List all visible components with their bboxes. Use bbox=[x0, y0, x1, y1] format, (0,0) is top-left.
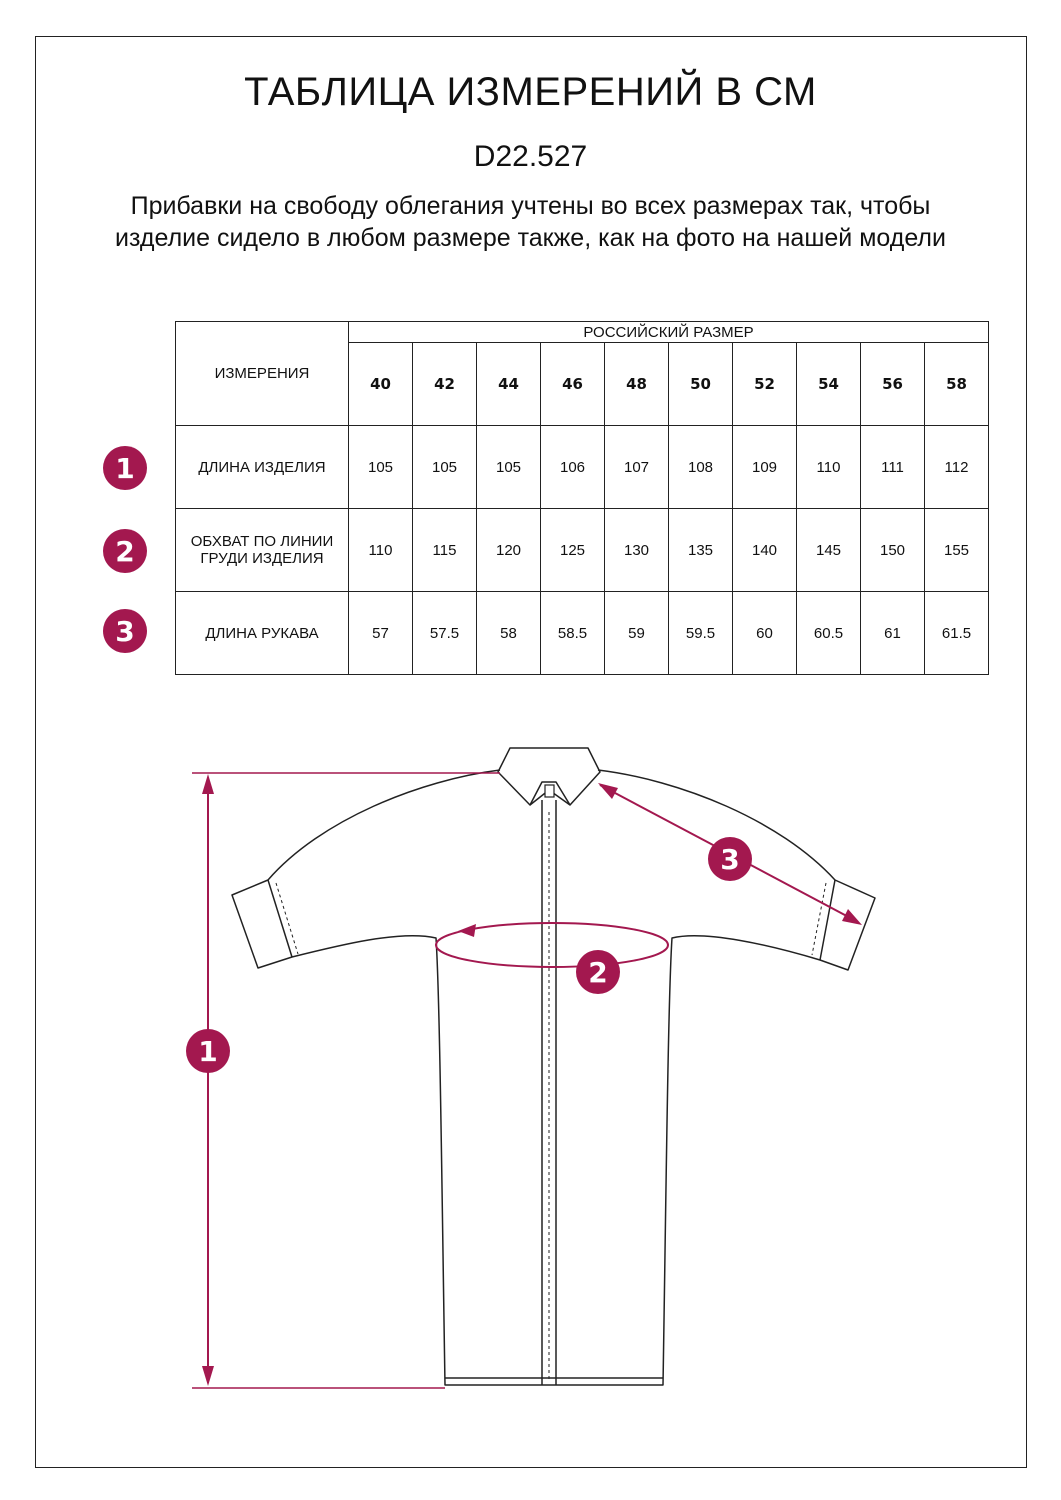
fit-note: Прибавки на свободу облегания учтены во всех размерах так, чтобы изделие сидело в любом размере также, как на фото на нашей модели bbox=[115, 192, 946, 252]
size-header: 58 bbox=[925, 343, 989, 426]
table-cell: 112 bbox=[925, 426, 989, 509]
table-cell: 61.5 bbox=[925, 592, 989, 675]
garment-outline bbox=[232, 770, 875, 1385]
table-cell: 110 bbox=[349, 509, 413, 592]
table-cell: 107 bbox=[605, 426, 669, 509]
table-cell: 109 bbox=[733, 426, 797, 509]
table-cell: 120 bbox=[477, 509, 541, 592]
button-icon bbox=[545, 785, 554, 797]
size-header: 52 bbox=[733, 343, 797, 426]
table-cell: 140 bbox=[733, 509, 797, 592]
table-cell: 60 bbox=[733, 592, 797, 675]
table-cell: 57 bbox=[349, 592, 413, 675]
size-group-header: РОССИЙСКИЙ РАЗМЕР bbox=[349, 322, 989, 343]
table-cell: 135 bbox=[669, 509, 733, 592]
size-header: 50 bbox=[669, 343, 733, 426]
size-header: 48 bbox=[605, 343, 669, 426]
table-cell: 60.5 bbox=[797, 592, 861, 675]
table-cell: 58 bbox=[477, 592, 541, 675]
row-badge-3: 3 bbox=[103, 609, 147, 653]
table-cell: 57.5 bbox=[413, 592, 477, 675]
row-badge-1: 1 bbox=[103, 446, 147, 490]
table-cell: 115 bbox=[413, 509, 477, 592]
table-cell: 145 bbox=[797, 509, 861, 592]
table-cell: 150 bbox=[861, 509, 925, 592]
table-cell: 105 bbox=[477, 426, 541, 509]
table-cell: 59.5 bbox=[669, 592, 733, 675]
table-cell: 111 bbox=[861, 426, 925, 509]
size-header: 42 bbox=[413, 343, 477, 426]
size-header: 56 bbox=[861, 343, 925, 426]
sleeve-marker-3: 3 bbox=[708, 837, 752, 881]
table-cell: 155 bbox=[925, 509, 989, 592]
table-cell: 105 bbox=[349, 426, 413, 509]
measure-header: ИЗМЕРЕНИЯ bbox=[176, 322, 349, 426]
table-cell: 125 bbox=[541, 509, 605, 592]
size-header: 44 bbox=[477, 343, 541, 426]
row-label: ДЛИНА ИЗДЕЛИЯ bbox=[176, 426, 349, 509]
size-header: 46 bbox=[541, 343, 605, 426]
table-cell: 110 bbox=[797, 426, 861, 509]
chest-marker-2: 2 bbox=[576, 950, 620, 994]
table-cell: 59 bbox=[605, 592, 669, 675]
length-marker-1: 1 bbox=[186, 1029, 230, 1073]
table-cell: 106 bbox=[541, 426, 605, 509]
table-cell: 58.5 bbox=[541, 592, 605, 675]
table-cell: 61 bbox=[861, 592, 925, 675]
size-header: 40 bbox=[349, 343, 413, 426]
model-code: D22.527 bbox=[473, 140, 588, 173]
size-header: 54 bbox=[797, 343, 861, 426]
table-cell: 108 bbox=[669, 426, 733, 509]
table-cell: 105 bbox=[413, 426, 477, 509]
row-label: ДЛИНА РУКАВА bbox=[176, 592, 349, 675]
placket bbox=[542, 800, 556, 1385]
page-title: ТАБЛИЦА ИЗМЕРЕНИЙ В СМ bbox=[244, 70, 817, 114]
row-badge-2: 2 bbox=[103, 529, 147, 573]
table-cell: 130 bbox=[605, 509, 669, 592]
row-label: ОБХВАТ ПО ЛИНИИ ГРУДИ ИЗДЕЛИЯ bbox=[176, 509, 349, 592]
